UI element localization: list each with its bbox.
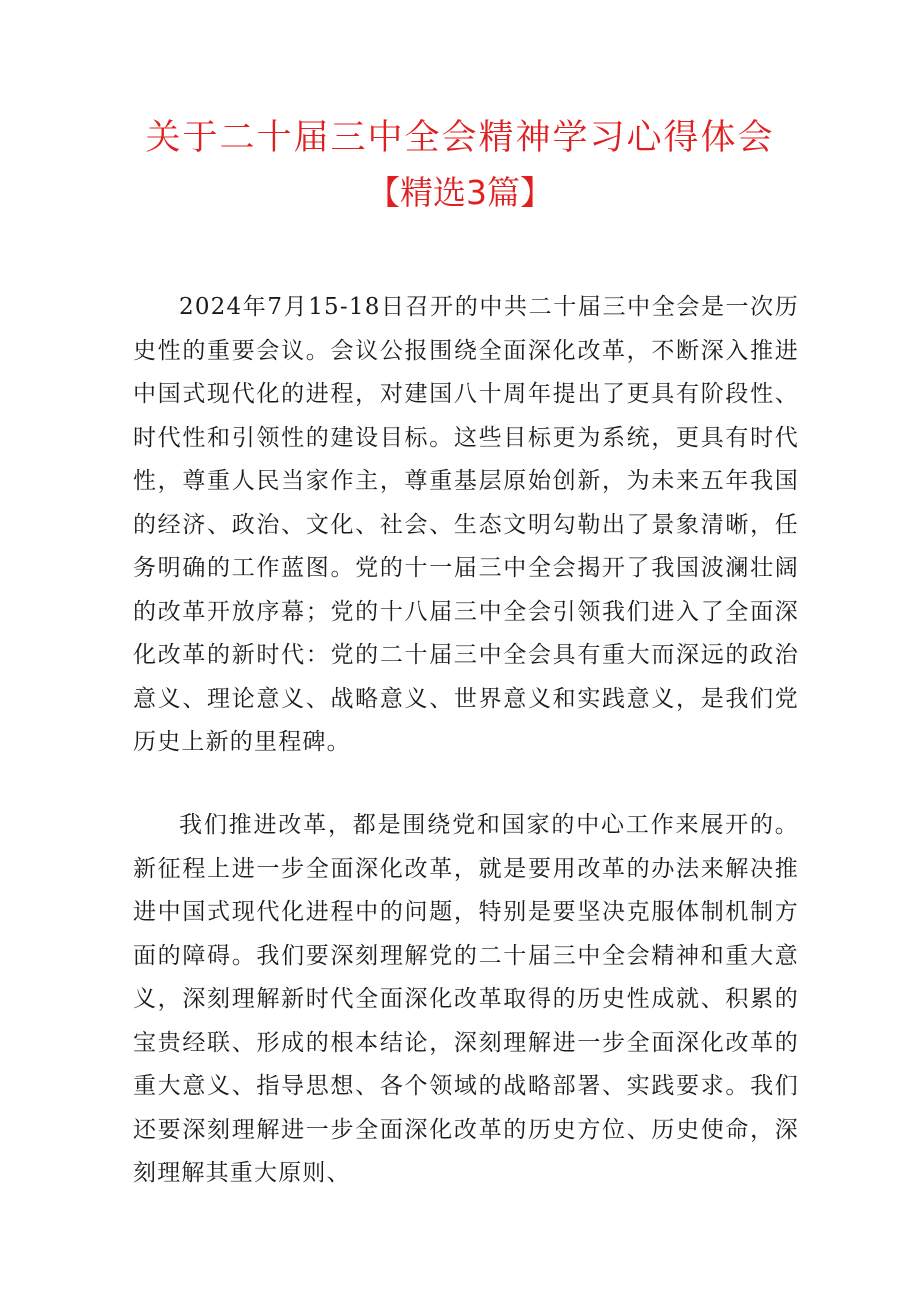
paragraph-1: 2024年7月15-18日召开的中共二十届三中全会是一次历史性的重要会议。会议公报围绕全面深化改革，不断深入推进中国式现代化的进程，对建国八十周年提出了更具有阶段性、时代性和引领性的建设目标。这些目标更为系统，更具有时代性，尊重人民当家作主，尊重基层原始创新，为未来五年我国的经济、政治、文化、社会、生态文明勾勒出了景象清晰，任务明确的工作蓝图。党的十一届三中全会揭开了我国波澜壮阔的改革开放序幕；党的十八届三中全会引领我们进入了全面深化改革的新时代：党的二十届三中全会具有重大而深远的政治意义、理论意义、战略意义、世界意义和实践意义，是我们党历史上新的里程碑。 xyxy=(133,294,799,755)
document-subtitle: 【精选3篇】 xyxy=(367,173,553,212)
paragraph-2: 我们推进改革，都是围绕党和国家的中心工作来展开的。新征程上进一步全面深化改革，就是要用改革的办法来解决推进中国式现代化进程中的问题，特别是要坚决克服体制机制方面的障碍。我们要深刻理解党的二十届三中全会精神和重大意义，深刻理解新时代全面深化改革取得的历史性成就、积累的宝贵经联、形成的根本结论，深刻理解进一步全面深化改革的重大意义、指导思想、各个领域的战略部署、实践要求。我们还要深刻理解进一步全面深化改革的历史方位、历史使命，深刻理解其重大原则、 xyxy=(133,812,799,1186)
document-title: 关于二十届三中全会精神学习心得体会 xyxy=(145,118,775,158)
